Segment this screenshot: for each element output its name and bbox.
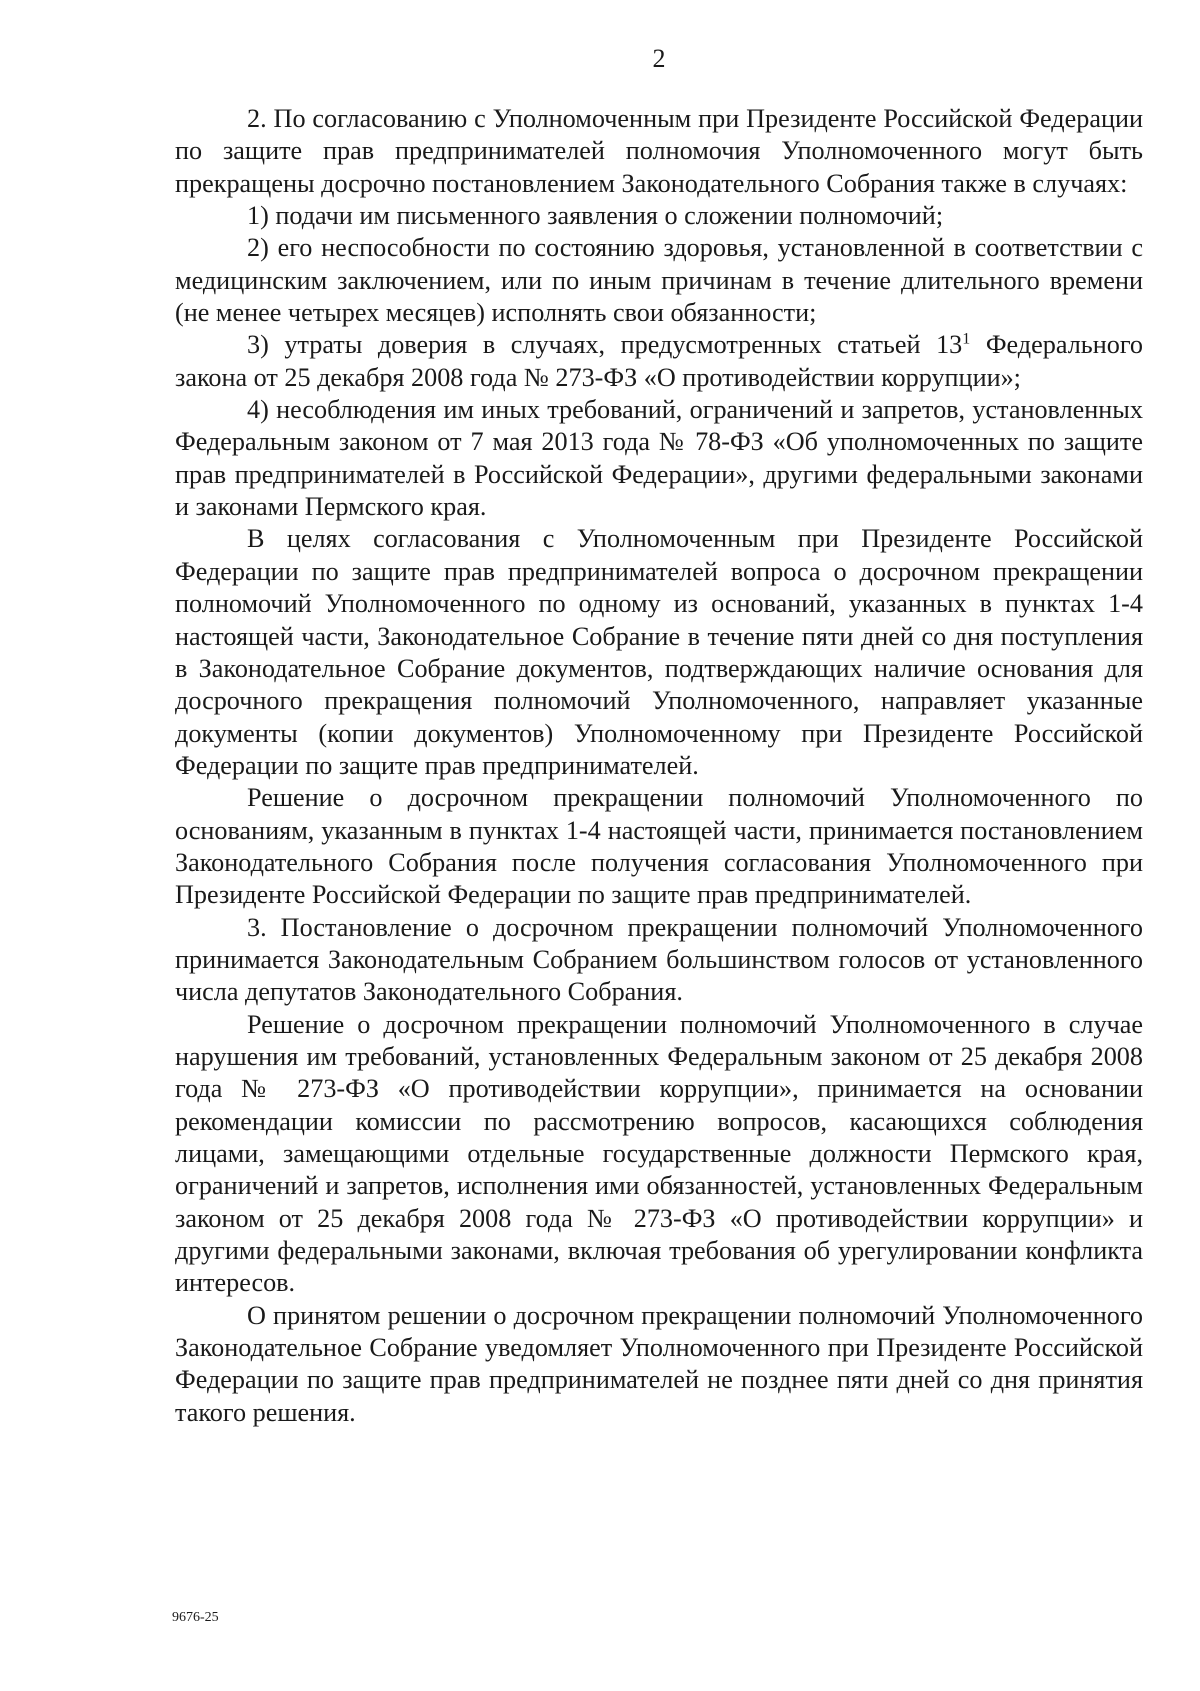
paragraph-corruption-decision: Решение о досрочном прекращении полномочий Уполномоченного в случае нарушения им требований, установленных Федеральным законом от 25 декабря 2008 года № 273-ФЗ «О противодействии коррупции», принимается на основании рекомендации комиссии по рассмотрению вопросов, касающихся соблюдения лицами, замещающими отдельные государственные должности Пермского края, ограничений и запретов, исполнения ими обязанностей, установленных Федеральным законом от 25 декабря 2008 года № 273-ФЗ «О противодействии коррупции» и другими федеральными законами, включая требования об урегулировании конфликта интересов. [175, 1009, 1143, 1298]
item-3-text-start: 3) утраты доверия в случаях, предусмотренных статьей 13 [247, 330, 963, 360]
document-body [175, 103, 1143, 1429]
item-3-text-end: Федерального закона от 25 декабря 2008 года № 273-ФЗ «О противодействии коррупции»; [175, 330, 1143, 392]
page-number: 2 [652, 44, 666, 73]
document-code: 9676-25 [172, 1610, 219, 1625]
paragraph-part-3: 3. Постановление о досрочном прекращении полномочий Уполномоченного принимается Законодательным Собранием большинством голосов от установленного числа депутатов Законодательного Собрания. [175, 912, 1143, 1007]
paragraph-item-2: 2) его неспособности по состоянию здоровья, установленной в соответствии с медицинским заключением, или по иным причинам в течение длительного времени (не менее четырех месяцев) исполнять свои обязанности; [175, 233, 1143, 328]
paragraph-item-1: 1) подачи им письменного заявления о сложении полномочий; [247, 201, 944, 231]
paragraph-part-2: 2. По согласованию с Уполномоченным при Президенте Российской Федерации по защите прав предпринимателей полномочия Уполномоченного могут быть прекращены досрочно постановлением Законодательного Собрания также в случаях: [175, 104, 1143, 198]
paragraph-notification: О принятом решении о досрочном прекращении полномочий Уполномоченного Законодательное Собрание уведомляет Уполномоченного при Президенте Российской Федерации по защите прав предпринимателей не позднее пяти дней со дня принятия такого решения. [175, 1300, 1143, 1427]
article-superscript: 1 [962, 330, 971, 348]
paragraph-approval-procedure: В целях согласования с Уполномоченным при Президенте Российской Федерации по защите прав предпринимателей вопроса о досрочном прекращении полномочий Уполномоченного по одному из оснований, указанных в пунктах 1-4 настоящей части, Законодательное Собрание в течение пяти дней со дня поступления в Законодательное Собрание документов, подтверждающих наличие основания для досрочного прекращения полномочий Уполномоченного, направляет указанные документы (копии документов) Уполномоченному при Президенте Российской Федерации по защите прав предпринимателей. [175, 524, 1143, 780]
paragraph-decision: Решение о досрочном прекращении полномочий Уполномоченного по основаниям, указанным в пунктах 1-4 настоящей части, принимается постановлением Законодательного Собрания после получения согласования Уполномоченного при Президенте Российской Федерации по защите прав предпринимателей. [175, 783, 1143, 910]
paragraph-item-3 [175, 329, 1143, 394]
paragraph-item-4: 4) несоблюдения им иных требований, ограничений и запретов, установленных Федеральным законом от 7 мая 2013 года № 78-ФЗ «Об уполномоченных по защите прав предпринимателей в Российской Федерации», другими федеральными законами и законами Пермского края. [175, 395, 1143, 522]
